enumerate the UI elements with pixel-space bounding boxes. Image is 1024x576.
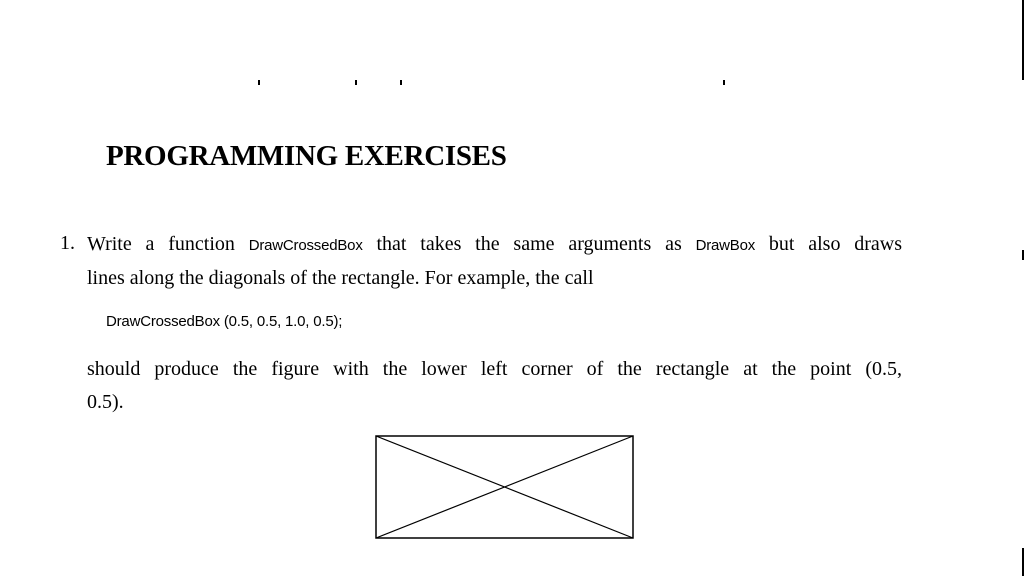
code-example: DrawCrossedBox (0.5, 0.5, 1.0, 0.5);: [106, 313, 343, 330]
intro-line-1: [87, 228, 902, 262]
crossed-box-figure: [375, 435, 635, 541]
result-line-2: 0.5).: [87, 391, 124, 413]
reference-function-name: DrawBox: [695, 237, 756, 254]
cut-mark: [723, 80, 725, 85]
intro-line-2: lines along the diagonals of the rectangle. For example, the call: [87, 267, 594, 289]
cut-mark: [355, 80, 357, 85]
exercise-result: [87, 353, 902, 419]
cut-mark: [258, 80, 260, 85]
function-name: DrawCrossedBox: [248, 237, 363, 254]
exercise-intro: [87, 228, 902, 295]
result-line-1: should produce the figure with the lower left corner of the rectangle at the point (0.5,: [87, 358, 902, 380]
intro-text-1: Write a function: [87, 233, 235, 255]
exercise-number: 1.: [60, 232, 75, 254]
intro-text-2: that takes the same arguments as: [376, 233, 682, 255]
cut-mark: [400, 80, 402, 85]
section-heading: PROGRAMMING EXERCISES: [106, 140, 507, 172]
top-cut-marks: [0, 80, 1024, 88]
intro-text-3: but also draws: [768, 233, 903, 255]
